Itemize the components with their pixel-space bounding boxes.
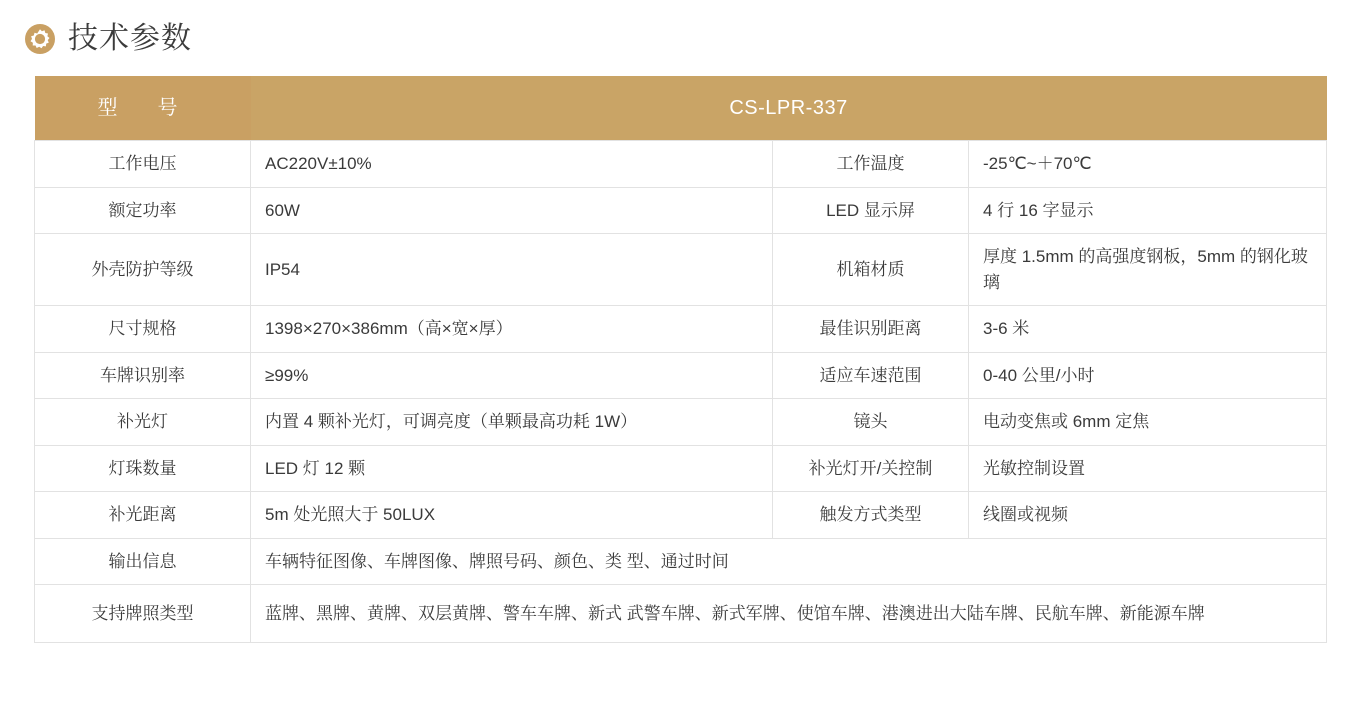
- row-value: 1398×270×386mm（高×宽×厚）: [251, 306, 773, 353]
- row-label: 输出信息: [35, 538, 251, 585]
- row-label: 尺寸规格: [35, 306, 251, 353]
- row-value: 车辆特征图像、车牌图像、牌照号码、颜色、类 型、通过时间: [251, 538, 1327, 585]
- table-row: [35, 492, 1327, 539]
- row-label: 支持牌照类型: [35, 585, 251, 643]
- table-row: [35, 306, 1327, 353]
- row-label: 外壳防护等级: [35, 234, 251, 306]
- row-value: IP54: [251, 234, 773, 306]
- table-row: [35, 445, 1327, 492]
- table-row: [35, 141, 1327, 188]
- table-row: [35, 187, 1327, 234]
- model-label: 型 号: [35, 76, 251, 141]
- row-value: 电动变焦或 6mm 定焦: [969, 399, 1327, 446]
- page-heading: [0, 0, 1360, 56]
- row-value: 0-40 公里/小时: [969, 352, 1327, 399]
- table-row: [35, 399, 1327, 446]
- row-value: 4 行 16 字显示: [969, 187, 1327, 234]
- row-value: 线圈或视频: [969, 492, 1327, 539]
- row-label: 适应车速范围: [773, 352, 969, 399]
- row-value: 光敏控制设置: [969, 445, 1327, 492]
- row-value: LED 灯 12 颗: [251, 445, 773, 492]
- row-label: 补光灯开/关控制: [773, 445, 969, 492]
- table-row: [35, 352, 1327, 399]
- table-row: [35, 585, 1327, 643]
- spec-table: [34, 76, 1327, 643]
- row-label: 镜头: [773, 399, 969, 446]
- row-value: AC220V±10%: [251, 141, 773, 188]
- row-value: 3-6 米: [969, 306, 1327, 353]
- row-label: 补光距离: [35, 492, 251, 539]
- row-label: 补光灯: [35, 399, 251, 446]
- model-value: CS-LPR-337: [251, 76, 1327, 141]
- row-label: 工作电压: [35, 141, 251, 188]
- row-label: 车牌识别率: [35, 352, 251, 399]
- row-label: 触发方式类型: [773, 492, 969, 539]
- row-label: 灯珠数量: [35, 445, 251, 492]
- row-value: 蓝牌、黑牌、黄牌、双层黄牌、警车车牌、新式 武警车牌、新式军牌、使馆车牌、港澳进出大陆车牌、民航车牌、新能源车牌: [251, 585, 1327, 643]
- gear-icon: [24, 23, 56, 55]
- row-value: ≥99%: [251, 352, 773, 399]
- table-row: [35, 234, 1327, 306]
- row-value: 60W: [251, 187, 773, 234]
- spec-table-wrapper: [34, 76, 1326, 643]
- row-label: 工作温度: [773, 141, 969, 188]
- row-label: 机箱材质: [773, 234, 969, 306]
- row-label: LED 显示屏: [773, 187, 969, 234]
- page-title: 技术参数: [68, 22, 192, 55]
- row-value: -25℃~＋70℃: [969, 141, 1327, 188]
- row-label: 最佳识别距离: [773, 306, 969, 353]
- row-value: 厚度 1.5mm 的高强度钢板，5mm 的钢化玻璃: [969, 234, 1327, 306]
- row-label: 额定功率: [35, 187, 251, 234]
- row-value: 5m 处光照大于 50LUX: [251, 492, 773, 539]
- table-row: [35, 538, 1327, 585]
- table-header-row: [35, 76, 1327, 141]
- row-value: 内置 4 颗补光灯，可调亮度（单颗最高功耗 1W）: [251, 399, 773, 446]
